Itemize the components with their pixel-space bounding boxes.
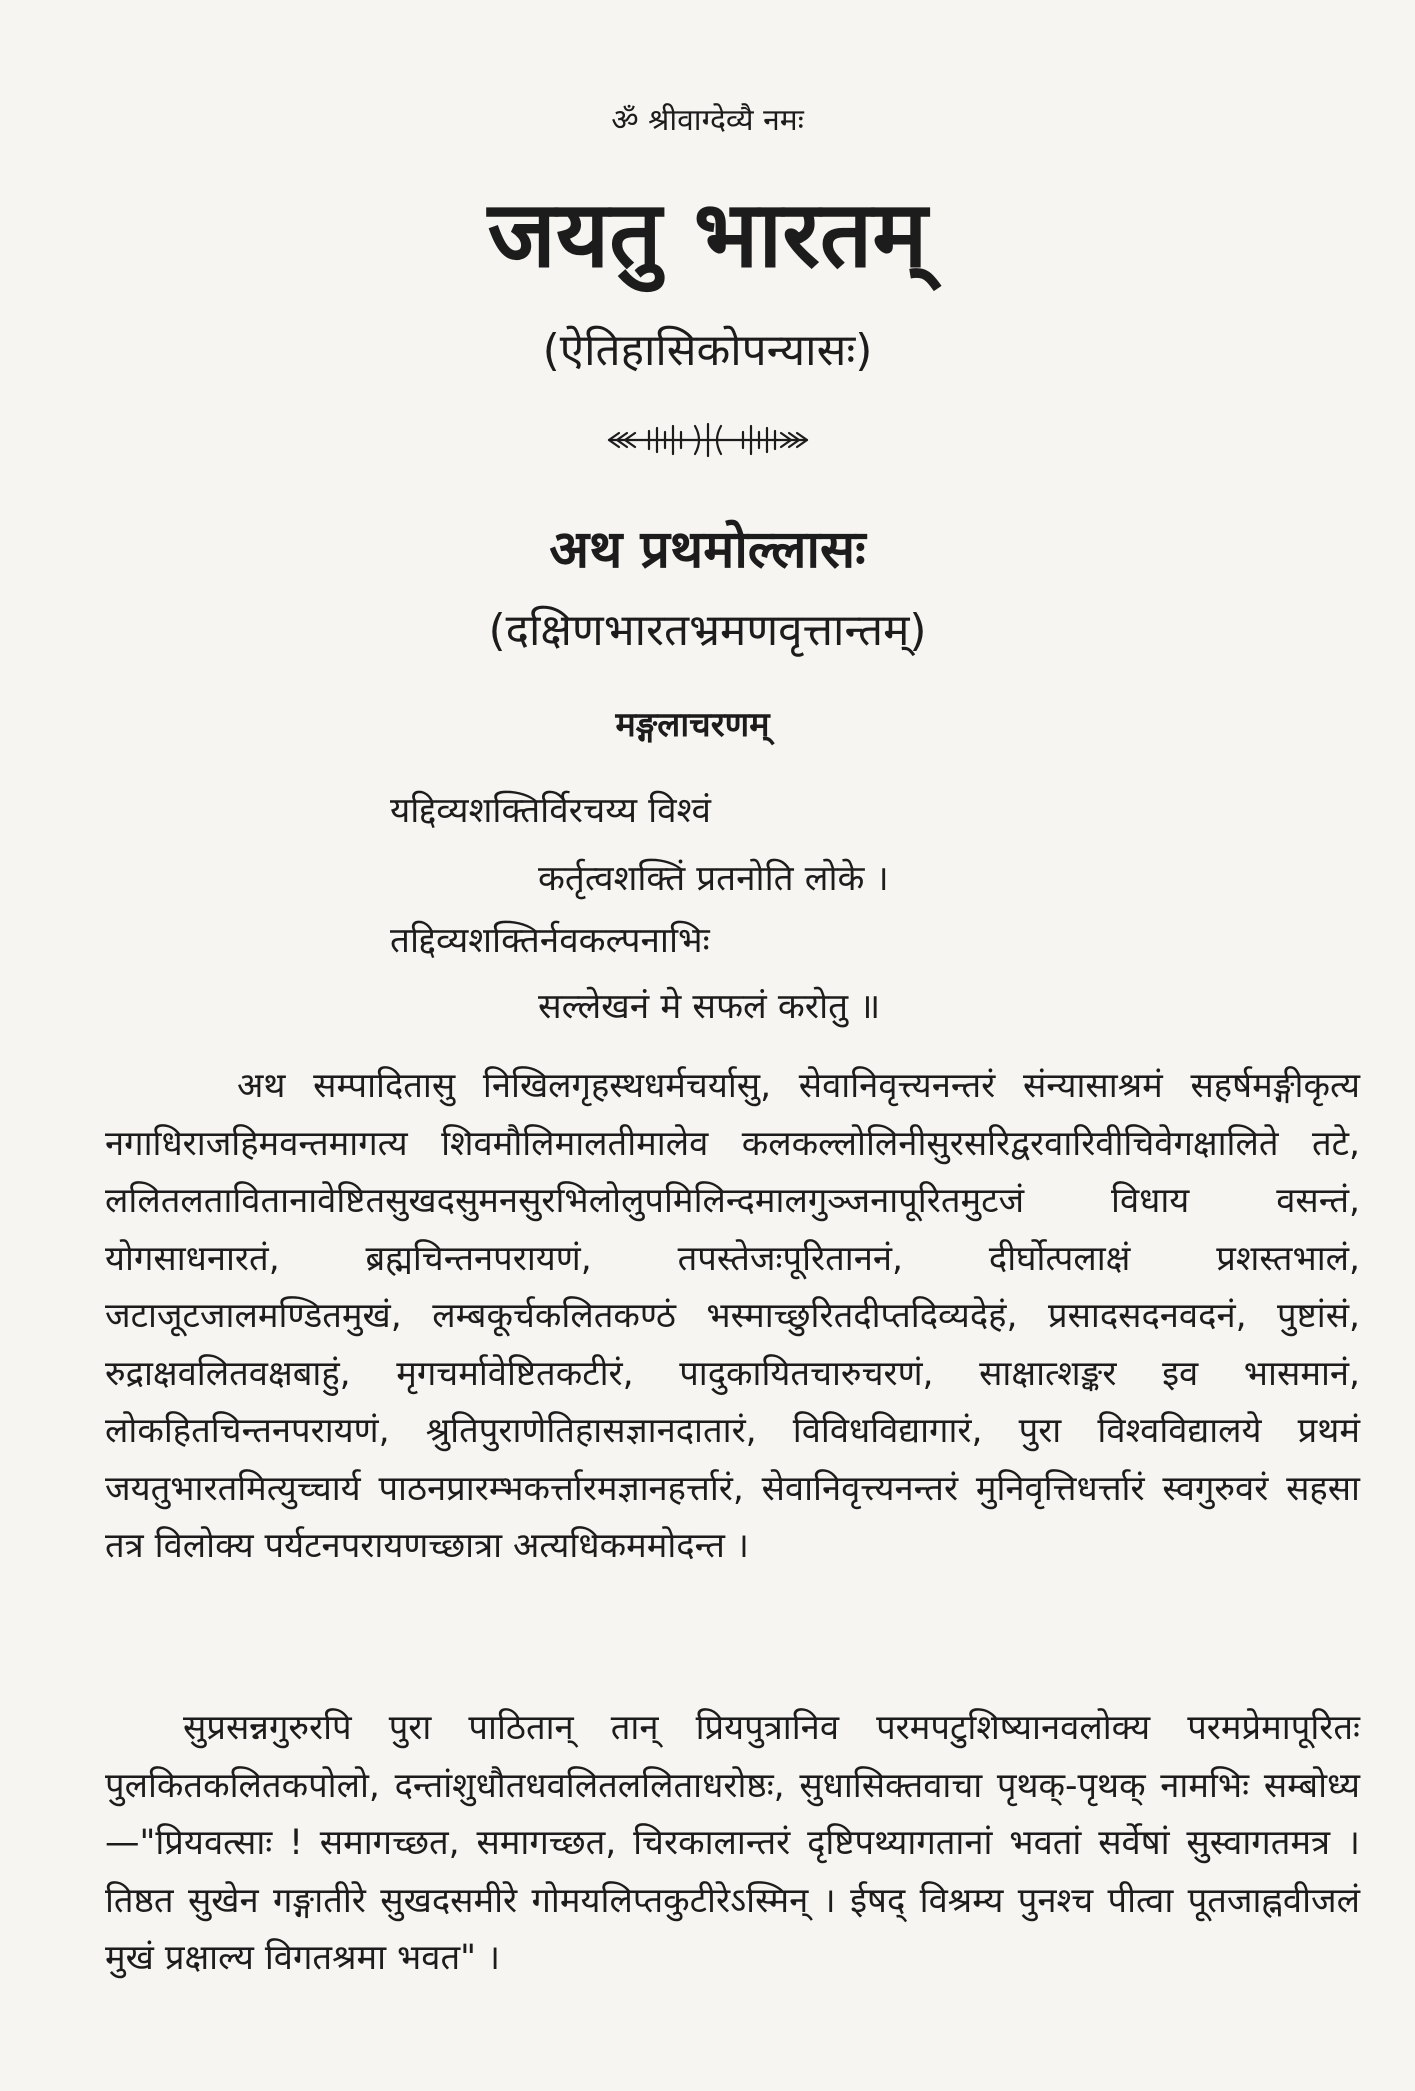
verse-line: यद्दिव्यशक्तिर्विरचय्य विश्वं [390, 791, 711, 831]
verse-line: तद्दिव्यशक्तिर्नवकल्पनाभिः [390, 921, 710, 961]
verse-line: कर्तृत्वशक्तिं प्रतनोति लोके । [538, 859, 889, 899]
body-paragraph: सुप्रसन्नगुरुरपि पुरा पाठितान् तान् प्रियपुत्रानिव परमपटुशिष्यानवलोक्य परमप्रेमापूरितः पुलकितकलितकपोलो, दन्तांशुधौतधवलितललिताधरोष्ठः, सुधासिक्तवाचा पृथक्-पृथक् नामभिः सम्बोध्य—"प्रियवत्साः ! समागच्छत, समागच्छत, चिरकालान्तरं दृष्टिपथ्यागतानां भवतां सर्वेषां सुस्वागतमत्र । तिष्ठत सुखेन गङ्गातीरे सुखदसमीरे गोमयलिप्तकुटीरेऽस्मिन् । ईषद् विश्रम्य पुनश्च पीत्वा पूतजाह्नवीजलं मुखं प्रक्षाल्य विगतश्रमा भवत" । [105, 1708, 1360, 1978]
invocation-line: ॐ श्रीवाग्देव्यै नमः [611, 103, 804, 138]
book-subtitle: (ऐतिहासिकोपन्यासः) [542, 325, 873, 376]
ornament-svg [603, 420, 813, 460]
chapter-title: अथ प्रथमोल्लासः [549, 520, 866, 580]
chapter-subtitle: (दक्षिणभारतभ्रमणवृत्तान्तम्) [488, 605, 927, 656]
book-title: जयतु भारतम् [487, 181, 928, 288]
divider-ornament-icon [0, 420, 1415, 460]
verse-line: सल्लेखनं मे सफलं करोतु ॥ [538, 987, 881, 1027]
mangalacharanam-heading: मङ्गलाचरणम् [615, 705, 770, 745]
body-paragraph: अथ सम्पादितासु निखिलगृहस्थधर्मचर्यासु, सेवानिवृत्त्यनन्तरं संन्यासाश्रमं सहर्षमङ्गीकृत्य नगाधिराजहिमवन्तमागत्य शिवमौलिमालतीमालेव कलकल्लोलिनीसुरसरिद्वरवारिवीचिवेगक्षालिते तटे, ललितलतावितानावेष्टितसुखदसुमनसुरभिलोलुपमिलिन्दमालगुञ्जनापूरितमुटजं विधाय वसन्तं, योगसाधनारतं, ब्रह्मचिन्तनपरायणं, तपस्तेजःपूरिताननं, दीर्घोत्पलाक्षं प्रशस्तभालं, जटाजूटजालमण्डितमुखं, लम्बकूर्चकलितकण्ठं भस्माच्छुरितदीप्तदिव्यदेहं, प्रसादसदनवदनं, पुष्टांसं, रुद्राक्षवलितवक्षबाहुं, मृगचर्मावेष्टितकटीरं, पादुकायितचारुचरणं, साक्षात्शङ्कर इव भासमानं, लोकहितचिन्तनपरायणं, श्रुतिपुराणेतिहासज्ञानदातारं, विविधविद्यागारं, पुरा विश्वविद्यालये प्रथमं जयतुभारतमित्युच्चार्य पाठनप्रारम्भकर्त्तारमज्ञानहर्त्तारं, सेवानिवृत्त्यनन्तरं मुनिवृत्तिधर्त्तारं स्वगुरुवरं सहसा तत्र विलोक्य पर्यटनपरायणच्छात्रा अत्यधिकममोदन्त । [105, 1066, 1360, 1566]
